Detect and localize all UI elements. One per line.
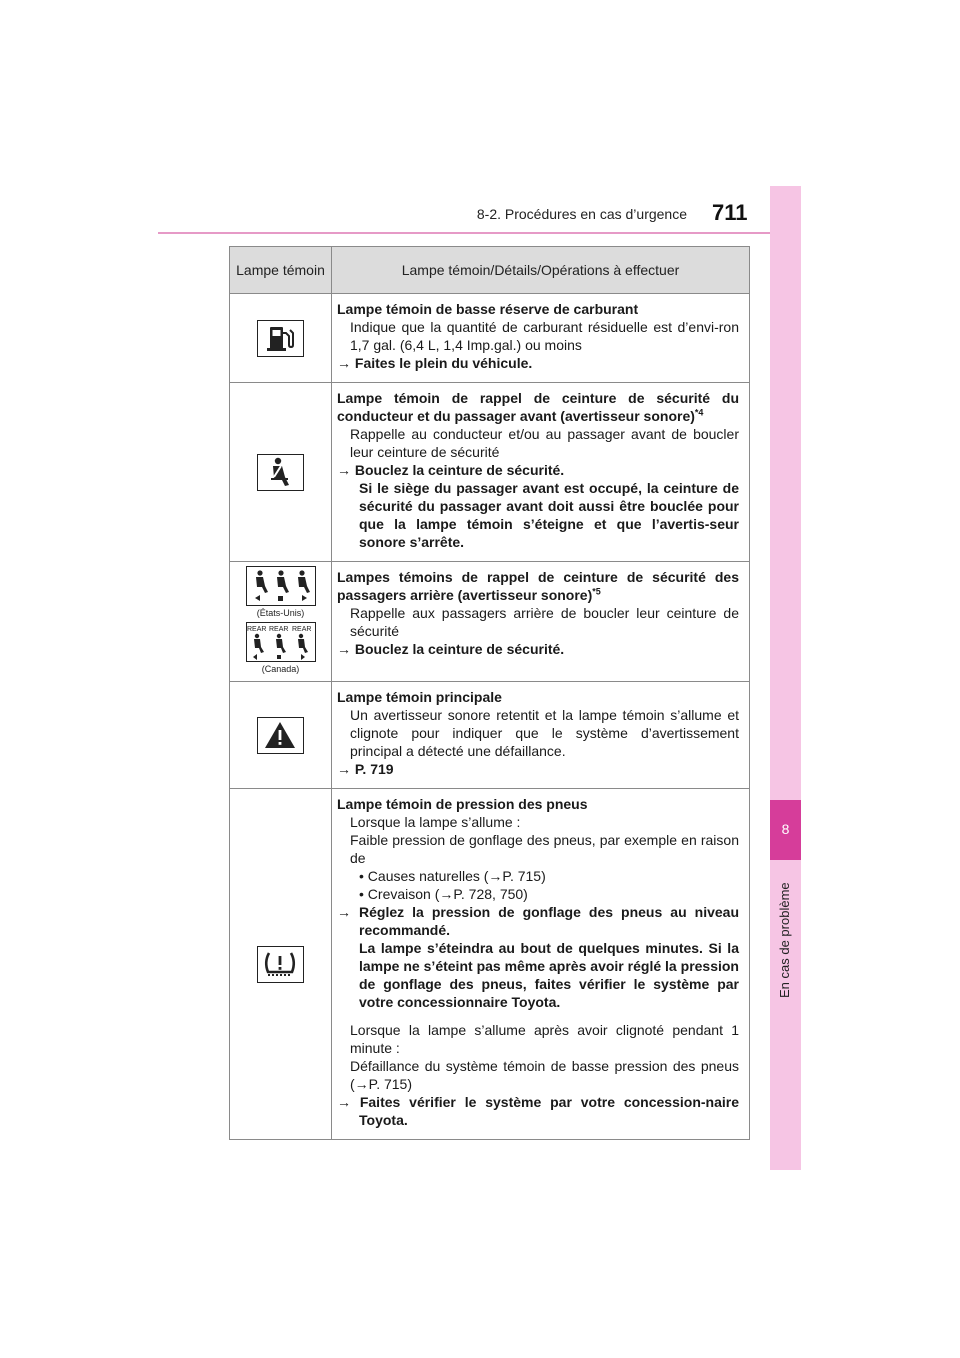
column-header: Lampe témoin <box>230 247 332 294</box>
description-cell <box>332 682 750 789</box>
light-action-detail: Si le siège du passager avant est occupé, la ceinture de sécurité du passager avant doit aussi être bouclée pour que la lampe témoin s’éteigne et que l’avertis-seur sonore s’arrête. <box>359 480 739 550</box>
header-rule <box>158 232 800 234</box>
footnote-ref: *4 <box>694 407 704 418</box>
side-tab-strip <box>770 186 801 1170</box>
icon-cell <box>230 789 332 1140</box>
light-description: Rappelle aux passagers arrière de boucler leur ceinture de sécurité <box>350 605 739 639</box>
light-title: Lampe témoin de basse réserve de carburant <box>337 301 639 317</box>
icon-cell <box>230 383 332 562</box>
rear-seatbelt-icon <box>246 566 316 606</box>
fuel-pump-icon <box>257 320 304 357</box>
svg-text:REAR: REAR <box>291 625 311 633</box>
light-action: → Bouclez la ceinture de sécurité. <box>337 641 565 657</box>
icon-cell <box>230 562 332 682</box>
icon-cell <box>230 294 332 383</box>
light-action: → Faites vérifier le système par votre concession-naire Toyota. <box>337 1094 739 1128</box>
condition-text: Lorsque la lampe s’allume : <box>350 814 521 830</box>
light-title: Lampe témoin de rappel de ceinture de sécurité du conducteur et du passager avant (avertisseur sonore)$^{*4}$ <box>337 390 739 424</box>
condition-text: Lorsque la lampe s’allume après avoir clignoté pendant 1 minute : <box>350 1022 739 1056</box>
table-row <box>230 383 750 562</box>
description-cell <box>332 294 750 383</box>
column-header: Lampe témoin/Détails/Opérations à effectuer <box>332 247 750 294</box>
light-description: Faible pression de gonflage des pneus, par exemple en raison de <box>350 832 739 866</box>
region-caption: (États-Unis) <box>256 607 305 618</box>
list-item: • Crevaison (→P. 728, 750) <box>359 886 528 902</box>
table-row <box>230 789 750 1140</box>
description-cell <box>332 383 750 562</box>
light-action: → P. 719 <box>337 761 394 777</box>
light-title: Lampes témoins de rappel de ceinture de sécurité des passagers arrière (avertisseur sonore)$^{*5}$ <box>337 569 739 603</box>
footnote-ref: *5 <box>592 586 601 597</box>
page-number: 711 <box>712 200 748 225</box>
region-caption: (Canada) <box>261 663 300 674</box>
light-description: Indique que la quantité de carburant résiduelle est d’envi-ron 1,7 gal. (6,4 L, 1,4 Imp.gal.) ou moins <box>350 319 739 353</box>
light-action: → Faites le plein du véhicule. <box>337 355 533 371</box>
table-header-row <box>230 247 750 294</box>
light-description: Un avertisseur sonore retentit et la lampe témoin s’allume et clignote pour indiquer que le système d’avertissement principal a détecté une défaillance. <box>350 707 739 759</box>
section-title: 8-2. Procédures en cas d’urgence <box>476 206 687 222</box>
description-cell <box>332 562 750 682</box>
chapter-title: En cas de problème <box>777 882 792 998</box>
svg-text:REAR: REAR <box>268 625 288 633</box>
seatbelt-reminder-icon <box>257 454 304 491</box>
light-description: Défaillance du système témoin de basse pression des pneus (→P. 715) <box>350 1058 739 1092</box>
rear-seatbelt-icon <box>246 622 316 662</box>
light-action-detail: La lampe s’éteindra au bout de quelques minutes. Si la lampe ne s’éteint pas même après avoir réglé la pression de gonflage des pneus, faites vérifier le système par votre concessionnaire Toyota. <box>359 940 739 1010</box>
table-row <box>230 562 750 682</box>
light-description: Rappelle au conducteur et/ou au passager avant de boucler leur ceinture de sécurité <box>350 426 739 460</box>
warning-lights-table <box>229 246 750 1140</box>
list-item: • Causes naturelles (→P. 715) <box>359 868 546 884</box>
description-cell <box>332 789 750 1140</box>
table-row <box>230 682 750 789</box>
light-title: Lampe témoin principale <box>337 689 502 705</box>
table-row <box>230 294 750 383</box>
icon-cell <box>230 682 332 789</box>
light-action: → Réglez la pression de gonflage des pneus au niveau recommandé. <box>337 904 739 938</box>
tire-pressure-icon <box>257 946 304 983</box>
light-action: → Bouclez la ceinture de sécurité. <box>337 462 565 478</box>
light-title: Lampe témoin de pression des pneus <box>337 796 588 812</box>
svg-text:REAR: REAR <box>246 625 266 633</box>
master-warning-icon <box>257 717 304 754</box>
chapter-number: 8 <box>781 821 790 837</box>
